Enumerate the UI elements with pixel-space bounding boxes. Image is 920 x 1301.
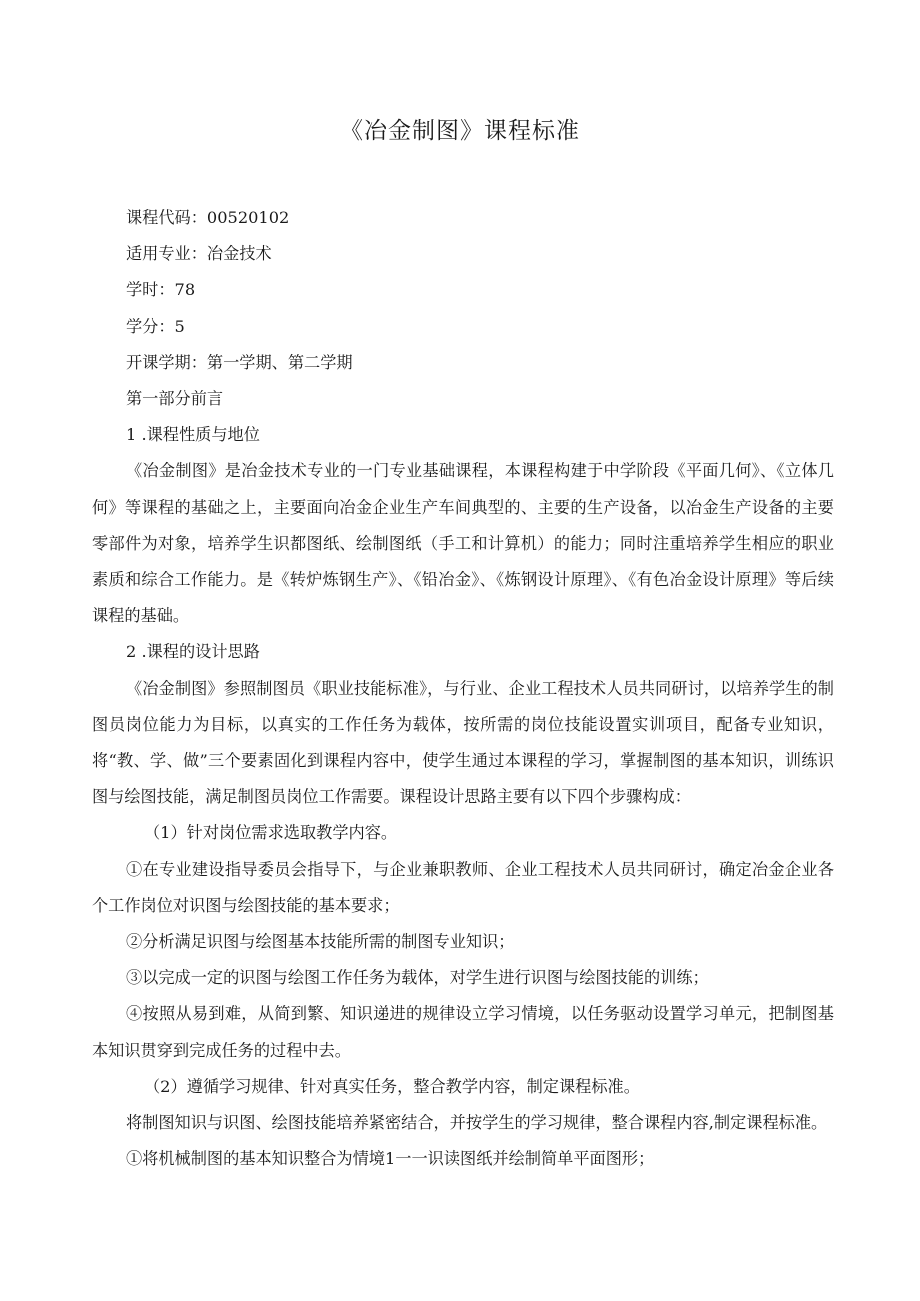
step2-body: 将制图知识与识图、绘图技能培养紧密结合，并按学生的学习规律，整合课程内容,制定课程标准。 [126, 1113, 828, 1133]
meta-course-code: 课程代码：00520102 [126, 208, 290, 227]
step2-heading: （2）遵循学习规律、针对真实任务，整合教学内容，制定课程标准。 [144, 1076, 640, 1096]
section1-body: 《冶金制图》是冶金技术专业的一门专业基础课程，本课程构建于中学阶段《平面几何》、《立体几何》等课程的基础之上，主要面向冶金企业生产车间典型的、主要的生产设备，以冶金生产设备的主要零部件为对象，培养学生识都图纸、绘制图纸（手工和计算机）的能力；同时注重培养学生相应的职业素质和综合工作能力。是《转炉炼钢生产》、《铅冶金》、《炼钢设计原理》、《有色冶金设计原理》等后续课程的基础。 [92, 461, 834, 626]
section2-body: 《冶金制图》参照制图员《职业技能标准》，与行业、企业工程技术人员共同研讨，以培养学生的制图员岗位能力为目标，以真实的工作任务为载体，按所需的岗位技能设置实训项目，配备专业知识，将“教、学、做”三个要素固化到课程内容中，使学生通过本课程的学习，掌握制图的基本知识，训练识图与绘图技能，满足制图员岗位工作需要。课程设计思路主要有以下四个步骤构成： [92, 678, 834, 807]
meta-major: 适用专业：冶金技术 [126, 244, 272, 264]
step1-item-4: ④按照从易到难，从简到繁、知识递进的规律设立学习情境，以任务驱动设置学习单元，把制图基本知识贯穿到完成任务的过程中去。 [92, 1004, 834, 1060]
document-body [92, 200, 834, 1177]
meta-credits: 学分：5 [126, 316, 185, 336]
step2-item-1: ①将机械制图的基本知识整合为情境1一一识读图纸并绘制简单平面图形； [126, 1149, 655, 1169]
section2-heading: 2 .课程的设计思路 [126, 642, 260, 662]
step1-item-2: ②分析满足识图与绘图基本技能所需的制图专业知识； [126, 932, 515, 952]
step1-item-1: ①在专业建设指导委员会指导下，与企业兼职教师、企业工程技术人员共同研讨，确定冶金企业各个工作岗位对识图与绘图技能的基本要求； [92, 859, 834, 915]
document-title: 《冶金制图》课程标准 [340, 118, 580, 144]
section1-heading: 1 .课程性质与地位 [126, 425, 260, 445]
step1-item-3: ③以完成一定的识图与绘图工作任务为载体，对学生进行识图与绘图技能的训练； [126, 968, 709, 988]
part-heading: 第一部分前言 [126, 389, 224, 409]
meta-hours: 学时：78 [126, 280, 196, 300]
meta-semester: 开课学期：第一学期、第二学期 [126, 352, 353, 372]
step1-heading: （1）针对岗位需求选取教学内容。 [144, 823, 398, 843]
